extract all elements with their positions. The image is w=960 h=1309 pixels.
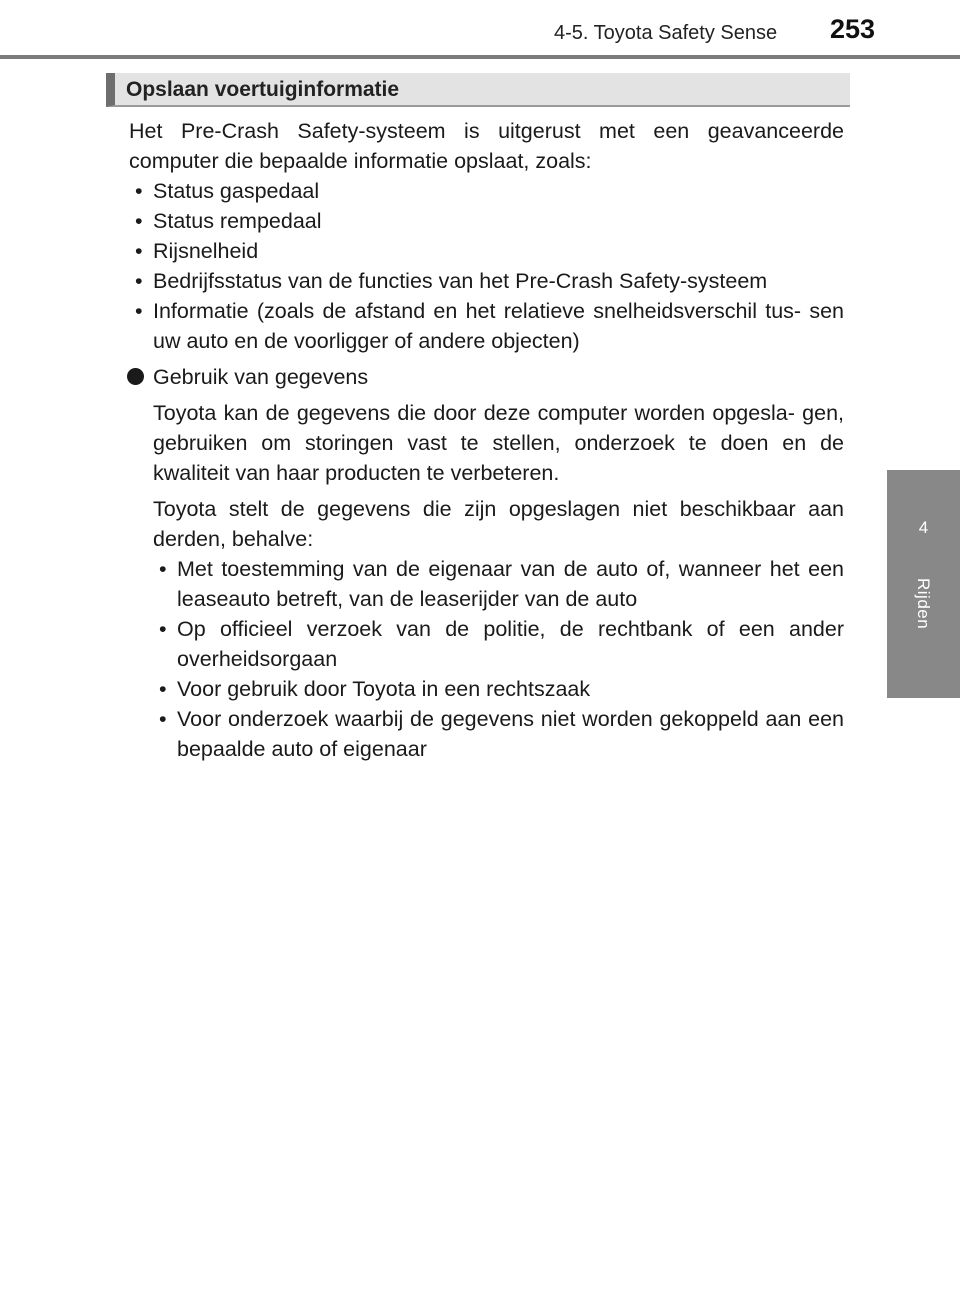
list-item: • Rijsnelheid	[129, 236, 844, 266]
data-use-block	[153, 398, 844, 764]
chapter-number: 4	[918, 518, 929, 537]
bullet-icon: •	[159, 557, 167, 581]
list-item: • Informatie (zoals de afstand en het relatieve snelheidsverschil tus- sen uw auto en de voorligger of andere objecten)	[129, 296, 844, 356]
bullet-icon: •	[135, 269, 143, 293]
bullet-icon: •	[159, 617, 167, 641]
list-item: • Op officieel verzoek van de politie, de rechtbank of een ander overheidsorgaan	[153, 614, 844, 674]
list-item: • Status rempedaal	[129, 206, 844, 236]
running-header-section: 4-5. Toyota Safety Sense	[554, 22, 778, 44]
data-use-paragraph: Toyota kan de gegevens die door deze computer worden opgesla- gen, gebruiken om storingen vast te stellen, onderzoek te doen en de kwaliteit van haar producten te verbeteren.	[153, 401, 844, 485]
bullet-icon: •	[135, 209, 143, 233]
list-item: • Status gaspedaal	[129, 176, 844, 206]
disclosure-paragraph: Toyota stelt de gegevens die zijn opgeslagen niet beschikbaar aan derden, behalve:	[153, 497, 844, 551]
section-body	[129, 116, 844, 764]
list-item: • Bedrijfsstatus van de functies van het Pre-Crash Safety-systeem	[129, 266, 844, 296]
header-rule	[0, 55, 960, 59]
section-heading	[106, 73, 850, 107]
intro-paragraph: Het Pre-Crash Safety-systeem is uitgerust met een geavanceerde computer die bepaalde informatie opslaat, zoals:	[129, 119, 844, 173]
bullet-icon: •	[159, 677, 167, 701]
chapter-side-tab	[887, 470, 960, 698]
page-number: 253	[830, 14, 876, 44]
filled-circle-icon	[127, 368, 144, 385]
list-item: • Met toestemming van de eigenaar van de auto of, wanneer het een leaseauto betreft, van de leaserijder van de auto	[153, 554, 844, 614]
chapter-label: Rijden	[914, 578, 933, 630]
list-item: • Voor onderzoek waarbij de gegevens niet worden gekoppeld aan een bepaalde auto of eigenaar	[153, 704, 844, 764]
bullet-icon: •	[135, 179, 143, 203]
disclosure-exceptions-list	[153, 554, 844, 764]
section-heading-text: Opslaan voertuiginformatie	[126, 78, 400, 101]
bullet-icon: •	[135, 299, 143, 323]
bullet-icon: •	[135, 239, 143, 263]
subheading-data-use: Gebruik van gegevens	[129, 362, 844, 392]
list-item: • Voor gebruik door Toyota in een rechtszaak	[153, 674, 844, 704]
stored-info-list	[129, 176, 844, 356]
bullet-icon: •	[159, 707, 167, 731]
